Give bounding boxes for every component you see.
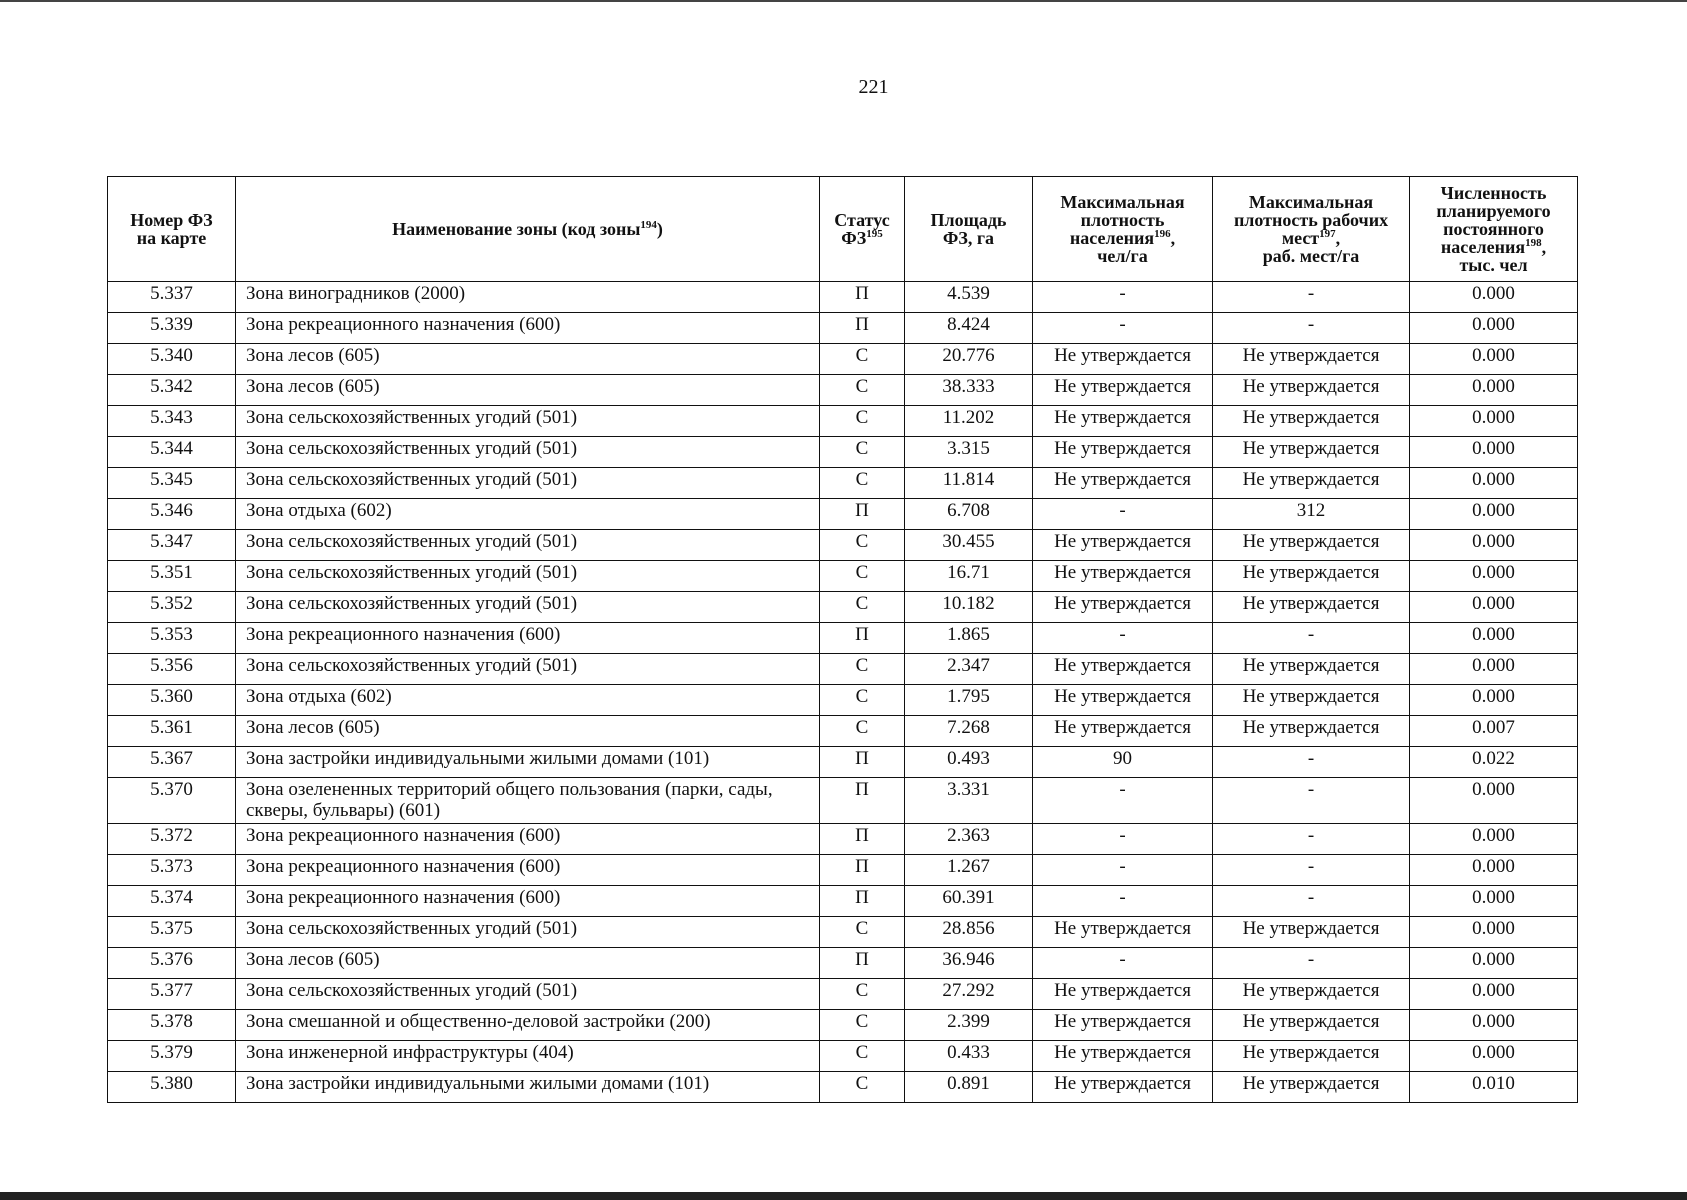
- cell-job-density: -: [1213, 282, 1410, 313]
- table-row: [108, 654, 1578, 685]
- table-row: [108, 561, 1578, 592]
- cell-zone-name: Зона отдыха (602): [236, 685, 820, 716]
- cell-status: С: [820, 1041, 905, 1072]
- table-row: [108, 948, 1578, 979]
- cell-population-density: -: [1033, 778, 1213, 824]
- cell-planned-population: 0.000: [1410, 313, 1578, 344]
- cell-map-number: 5.375: [108, 917, 236, 948]
- cell-planned-population: 0.000: [1410, 1010, 1578, 1041]
- cell-planned-population: 0.000: [1410, 979, 1578, 1010]
- cell-zone-name: Зона лесов (605): [236, 375, 820, 406]
- cell-population-density: Не утверждается: [1033, 1072, 1213, 1103]
- table-row: [108, 499, 1578, 530]
- cell-planned-population: 0.000: [1410, 623, 1578, 654]
- cell-area: 28.856: [905, 917, 1033, 948]
- cell-area: 0.433: [905, 1041, 1033, 1072]
- header-area: Площадь ФЗ, га: [905, 177, 1033, 282]
- cell-status: С: [820, 1072, 905, 1103]
- cell-population-density: Не утверждается: [1033, 406, 1213, 437]
- cell-zone-name: Зона сельскохозяйственных угодий (501): [236, 917, 820, 948]
- cell-planned-population: 0.000: [1410, 592, 1578, 623]
- cell-area: 6.708: [905, 499, 1033, 530]
- cell-planned-population: 0.000: [1410, 824, 1578, 855]
- cell-status: С: [820, 375, 905, 406]
- cell-status: П: [820, 778, 905, 824]
- cell-population-density: -: [1033, 886, 1213, 917]
- cell-job-density: Не утверждается: [1213, 406, 1410, 437]
- cell-population-density: -: [1033, 282, 1213, 313]
- cell-zone-name: Зона лесов (605): [236, 344, 820, 375]
- cell-map-number: 5.352: [108, 592, 236, 623]
- cell-job-density: -: [1213, 623, 1410, 654]
- cell-population-density: Не утверждается: [1033, 979, 1213, 1010]
- table-row: [108, 855, 1578, 886]
- cell-map-number: 5.377: [108, 979, 236, 1010]
- cell-map-number: 5.339: [108, 313, 236, 344]
- cell-map-number: 5.356: [108, 654, 236, 685]
- cell-zone-name: Зона сельскохозяйственных угодий (501): [236, 468, 820, 499]
- cell-planned-population: 0.000: [1410, 685, 1578, 716]
- cell-area: 3.331: [905, 778, 1033, 824]
- cell-zone-name: Зона рекреационного назначения (600): [236, 855, 820, 886]
- zones-table: [107, 176, 1578, 1103]
- cell-planned-population: 0.022: [1410, 747, 1578, 778]
- cell-map-number: 5.353: [108, 623, 236, 654]
- cell-planned-population: 0.000: [1410, 468, 1578, 499]
- cell-map-number: 5.380: [108, 1072, 236, 1103]
- cell-job-density: Не утверждается: [1213, 917, 1410, 948]
- cell-zone-name: Зона лесов (605): [236, 716, 820, 747]
- cell-population-density: -: [1033, 313, 1213, 344]
- cell-zone-name: Зона сельскохозяйственных угодий (501): [236, 654, 820, 685]
- cell-zone-name: Зона инженерной инфраструктуры (404): [236, 1041, 820, 1072]
- cell-planned-population: 0.000: [1410, 282, 1578, 313]
- cell-map-number: 5.340: [108, 344, 236, 375]
- cell-job-density: -: [1213, 855, 1410, 886]
- cell-population-density: -: [1033, 623, 1213, 654]
- table-row: [108, 685, 1578, 716]
- cell-job-density: Не утверждается: [1213, 1010, 1410, 1041]
- cell-status: П: [820, 824, 905, 855]
- cell-status: П: [820, 282, 905, 313]
- table-row: [108, 623, 1578, 654]
- cell-job-density: Не утверждается: [1213, 1041, 1410, 1072]
- cell-map-number: 5.374: [108, 886, 236, 917]
- header-job-density: Максимальная плотность рабочих мест$^{197}$, раб. мест/га: [1213, 177, 1410, 282]
- table-row: [108, 747, 1578, 778]
- table-row: [108, 1041, 1578, 1072]
- header-map-number: Номер ФЗ на карте: [108, 177, 236, 282]
- cell-status: П: [820, 747, 905, 778]
- cell-job-density: -: [1213, 948, 1410, 979]
- cell-job-density: -: [1213, 824, 1410, 855]
- table-row: [108, 716, 1578, 747]
- cell-planned-population: 0.000: [1410, 499, 1578, 530]
- cell-population-density: Не утверждается: [1033, 468, 1213, 499]
- cell-job-density: Не утверждается: [1213, 654, 1410, 685]
- page-number: 221: [858, 76, 889, 98]
- cell-status: С: [820, 592, 905, 623]
- cell-status: С: [820, 654, 905, 685]
- cell-area: 11.814: [905, 468, 1033, 499]
- cell-area: 30.455: [905, 530, 1033, 561]
- scan-edge-bottom: [0, 1192, 1687, 1200]
- cell-population-density: Не утверждается: [1033, 685, 1213, 716]
- cell-map-number: 5.379: [108, 1041, 236, 1072]
- cell-planned-population: 0.000: [1410, 917, 1578, 948]
- cell-zone-name: Зона озелененных территорий общего пользования (парки, сады, скверы, бульвары) (601): [236, 778, 820, 824]
- cell-area: 27.292: [905, 979, 1033, 1010]
- table-body: [108, 282, 1578, 1103]
- table-row: [108, 592, 1578, 623]
- cell-population-density: -: [1033, 824, 1213, 855]
- cell-zone-name: Зона сельскохозяйственных угодий (501): [236, 530, 820, 561]
- table-row: [108, 1010, 1578, 1041]
- cell-population-density: -: [1033, 948, 1213, 979]
- table-row: [108, 437, 1578, 468]
- cell-map-number: 5.346: [108, 499, 236, 530]
- header-row: [108, 177, 1578, 282]
- cell-status: С: [820, 530, 905, 561]
- cell-population-density: Не утверждается: [1033, 530, 1213, 561]
- cell-map-number: 5.337: [108, 282, 236, 313]
- cell-planned-population: 0.000: [1410, 886, 1578, 917]
- cell-population-density: Не утверждается: [1033, 654, 1213, 685]
- cell-zone-name: Зона сельскохозяйственных угодий (501): [236, 592, 820, 623]
- cell-map-number: 5.345: [108, 468, 236, 499]
- cell-population-density: Не утверждается: [1033, 437, 1213, 468]
- table-row: [108, 282, 1578, 313]
- cell-status: С: [820, 406, 905, 437]
- cell-population-density: Не утверждается: [1033, 592, 1213, 623]
- cell-population-density: Не утверждается: [1033, 344, 1213, 375]
- cell-job-density: Не утверждается: [1213, 468, 1410, 499]
- cell-job-density: Не утверждается: [1213, 716, 1410, 747]
- cell-population-density: Не утверждается: [1033, 716, 1213, 747]
- cell-planned-population: 0.000: [1410, 344, 1578, 375]
- cell-population-density: Не утверждается: [1033, 917, 1213, 948]
- header-planned-population: Численность планируемого постоянного населения$^{198}$, тыс. чел: [1410, 177, 1578, 282]
- cell-planned-population: 0.000: [1410, 1041, 1578, 1072]
- cell-job-density: -: [1213, 886, 1410, 917]
- cell-status: С: [820, 561, 905, 592]
- cell-planned-population: 0.000: [1410, 406, 1578, 437]
- cell-area: 11.202: [905, 406, 1033, 437]
- cell-zone-name: Зона сельскохозяйственных угодий (501): [236, 979, 820, 1010]
- cell-map-number: 5.376: [108, 948, 236, 979]
- cell-planned-population: 0.007: [1410, 716, 1578, 747]
- cell-planned-population: 0.000: [1410, 561, 1578, 592]
- header-zone-name: Наименование зоны (код зоны$^{194}$): [236, 177, 820, 282]
- cell-status: П: [820, 623, 905, 654]
- table-row: [108, 917, 1578, 948]
- cell-job-density: -: [1213, 778, 1410, 824]
- cell-area: 60.391: [905, 886, 1033, 917]
- cell-map-number: 5.343: [108, 406, 236, 437]
- table-row: [108, 313, 1578, 344]
- cell-zone-name: Зона рекреационного назначения (600): [236, 824, 820, 855]
- cell-status: С: [820, 917, 905, 948]
- cell-area: 4.539: [905, 282, 1033, 313]
- cell-population-density: Не утверждается: [1033, 561, 1213, 592]
- cell-planned-population: 0.000: [1410, 530, 1578, 561]
- cell-job-density: Не утверждается: [1213, 1072, 1410, 1103]
- cell-map-number: 5.344: [108, 437, 236, 468]
- cell-job-density: -: [1213, 313, 1410, 344]
- cell-zone-name: Зона рекреационного назначения (600): [236, 313, 820, 344]
- cell-population-density: -: [1033, 499, 1213, 530]
- cell-job-density: Не утверждается: [1213, 592, 1410, 623]
- cell-map-number: 5.370: [108, 778, 236, 824]
- cell-area: 20.776: [905, 344, 1033, 375]
- table-row: [108, 375, 1578, 406]
- cell-area: 16.71: [905, 561, 1033, 592]
- cell-job-density: -: [1213, 747, 1410, 778]
- cell-planned-population: 0.000: [1410, 778, 1578, 824]
- cell-area: 0.493: [905, 747, 1033, 778]
- cell-job-density: Не утверждается: [1213, 685, 1410, 716]
- cell-status: С: [820, 1010, 905, 1041]
- cell-area: 2.347: [905, 654, 1033, 685]
- table-row: [108, 824, 1578, 855]
- cell-status: П: [820, 855, 905, 886]
- cell-status: С: [820, 344, 905, 375]
- cell-zone-name: Зона сельскохозяйственных угодий (501): [236, 561, 820, 592]
- cell-status: С: [820, 716, 905, 747]
- table-row: [108, 979, 1578, 1010]
- cell-area: 38.333: [905, 375, 1033, 406]
- cell-status: С: [820, 468, 905, 499]
- cell-population-density: 90: [1033, 747, 1213, 778]
- cell-map-number: 5.361: [108, 716, 236, 747]
- cell-job-density: Не утверждается: [1213, 437, 1410, 468]
- cell-job-density: 312: [1213, 499, 1410, 530]
- cell-planned-population: 0.000: [1410, 855, 1578, 886]
- cell-zone-name: Зона застройки индивидуальными жилыми домами (101): [236, 747, 820, 778]
- cell-planned-population: 0.000: [1410, 654, 1578, 685]
- table-row: [108, 886, 1578, 917]
- cell-zone-name: Зона рекреационного назначения (600): [236, 886, 820, 917]
- cell-population-density: Не утверждается: [1033, 1010, 1213, 1041]
- cell-zone-name: Зона застройки индивидуальными жилыми домами (101): [236, 1072, 820, 1103]
- cell-status: П: [820, 886, 905, 917]
- cell-zone-name: Зона виноградников (2000): [236, 282, 820, 313]
- cell-map-number: 5.378: [108, 1010, 236, 1041]
- cell-status: П: [820, 499, 905, 530]
- cell-map-number: 5.360: [108, 685, 236, 716]
- cell-job-density: Не утверждается: [1213, 344, 1410, 375]
- header-status: Статус ФЗ$^{195}$: [820, 177, 905, 282]
- table-row: [108, 1072, 1578, 1103]
- cell-job-density: Не утверждается: [1213, 979, 1410, 1010]
- cell-area: 2.399: [905, 1010, 1033, 1041]
- cell-status: П: [820, 313, 905, 344]
- cell-map-number: 5.372: [108, 824, 236, 855]
- cell-area: 10.182: [905, 592, 1033, 623]
- cell-area: 36.946: [905, 948, 1033, 979]
- cell-area: 1.267: [905, 855, 1033, 886]
- cell-zone-name: Зона смешанной и общественно-деловой застройки (200): [236, 1010, 820, 1041]
- header-population-density: Максимальная плотность населения$^{196}$, чел/га: [1033, 177, 1213, 282]
- cell-map-number: 5.367: [108, 747, 236, 778]
- cell-job-density: Не утверждается: [1213, 375, 1410, 406]
- cell-area: 7.268: [905, 716, 1033, 747]
- cell-area: 1.795: [905, 685, 1033, 716]
- cell-population-density: Не утверждается: [1033, 1041, 1213, 1072]
- cell-area: 0.891: [905, 1072, 1033, 1103]
- cell-map-number: 5.373: [108, 855, 236, 886]
- cell-zone-name: Зона сельскохозяйственных угодий (501): [236, 437, 820, 468]
- scan-edge-top: [0, 0, 1687, 2]
- cell-planned-population: 0.000: [1410, 948, 1578, 979]
- cell-status: П: [820, 948, 905, 979]
- cell-zone-name: Зона отдыха (602): [236, 499, 820, 530]
- table-row: [108, 344, 1578, 375]
- cell-zone-name: Зона сельскохозяйственных угодий (501): [236, 406, 820, 437]
- cell-zone-name: Зона рекреационного назначения (600): [236, 623, 820, 654]
- table-row: [108, 406, 1578, 437]
- cell-area: 8.424: [905, 313, 1033, 344]
- cell-population-density: Не утверждается: [1033, 375, 1213, 406]
- cell-zone-name: Зона лесов (605): [236, 948, 820, 979]
- table-row: [108, 468, 1578, 499]
- cell-job-density: Не утверждается: [1213, 530, 1410, 561]
- cell-population-density: -: [1033, 855, 1213, 886]
- cell-planned-population: 0.000: [1410, 437, 1578, 468]
- table-row: [108, 778, 1578, 824]
- cell-map-number: 5.347: [108, 530, 236, 561]
- cell-status: С: [820, 437, 905, 468]
- cell-status: С: [820, 685, 905, 716]
- cell-area: 2.363: [905, 824, 1033, 855]
- cell-status: С: [820, 979, 905, 1010]
- cell-map-number: 5.351: [108, 561, 236, 592]
- cell-area: 1.865: [905, 623, 1033, 654]
- cell-map-number: 5.342: [108, 375, 236, 406]
- cell-area: 3.315: [905, 437, 1033, 468]
- cell-planned-population: 0.000: [1410, 375, 1578, 406]
- table-row: [108, 530, 1578, 561]
- cell-job-density: Не утверждается: [1213, 561, 1410, 592]
- cell-planned-population: 0.010: [1410, 1072, 1578, 1103]
